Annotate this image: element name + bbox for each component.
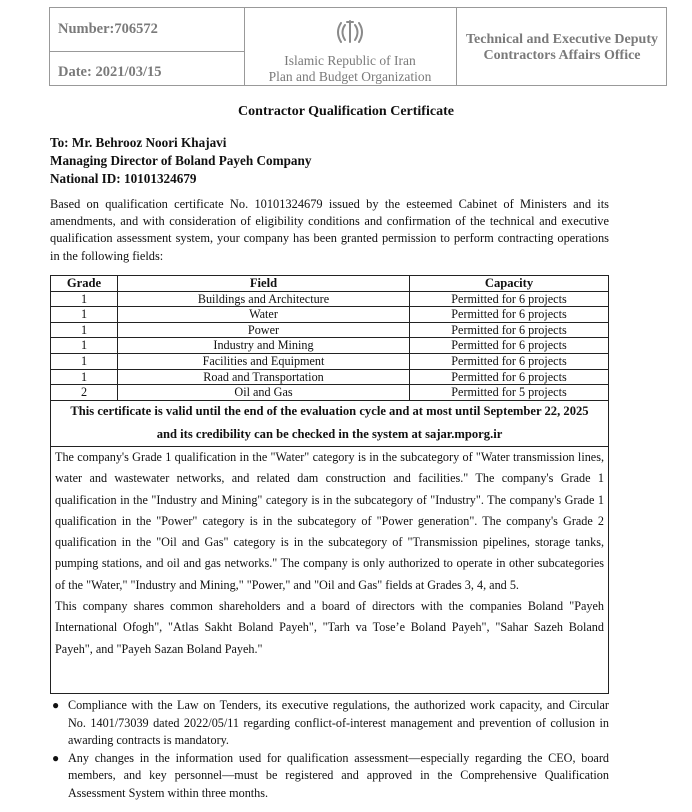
header-grade: Grade	[51, 276, 118, 292]
field-cell: Oil and Gas	[118, 385, 410, 401]
capacity-cell: Permitted for 6 projects	[410, 369, 609, 385]
letterhead-office-cell	[456, 8, 668, 85]
list-item	[52, 750, 609, 803]
table-row	[51, 322, 609, 338]
validity-line-2: and its credibility can be checked in the system at sajar.mporg.ir	[156, 427, 503, 441]
condition-text: Compliance with the Law on Tenders, its executive regulations, the authorized work capacity, and Circular No. 1401/73039 dated 2022/05/11 regarding conflict-of-interest management and prevention of collusion in awarding contracts is mandatory.	[68, 698, 609, 748]
document-title: Contractor Qualification Certificate	[238, 104, 454, 119]
field-cell: Power	[118, 322, 410, 338]
table-row	[51, 307, 609, 323]
grade-cell: 1	[51, 322, 118, 338]
capacity-cell: Permitted for 6 projects	[410, 322, 609, 338]
field-cell: Buildings and Architecture	[118, 291, 410, 307]
table-row	[51, 338, 609, 354]
org-line-1: Islamic Republic of Iran	[284, 53, 416, 68]
bullet-icon: ●	[52, 698, 60, 712]
recipient-role: Managing Director of Boland Payeh Company	[50, 153, 312, 168]
header-capacity: Capacity	[410, 276, 609, 292]
table-row	[51, 353, 609, 369]
intro-paragraph: Based on qualification certificate No. 10101324679 issued by the esteemed Cabinet of Ministers and its amendments, and with consideration of eligibility conditions and confirmation of the technical and executive qualification assessment system, your company has been granted permission to perform contracting operations in the following fields:	[50, 197, 609, 263]
capacity-cell: Permitted for 6 projects	[410, 338, 609, 354]
notes-paragraph-1: The company's Grade 1 qualification in the "Water" category is in the subcategory of "Water transmission lines, water and wastewater networks, and related dam construction and facilities." The company's Grade 1 qualification in the "Industry and Mining" category is in the subcategory of "Industry". The company's Grade 1 qualification in the "Power" category is in the subcategory of "Power generation". The company's Grade 2 qualification in the "Oil and Gas" category is in the subcategory of "Transmission pipelines, storage tanks, pumping stations, and oil and gas networks." The company is only authorized to operate in other subcategories of the "Water," "Industry and Mining," "Power," and "Oil and Gas" fields at Grades 3, 4, and 5.	[55, 450, 604, 592]
bullet-icon: ●	[52, 750, 60, 765]
letter-number: Number:706572	[58, 21, 158, 37]
letterhead-divider	[50, 51, 244, 52]
letterhead-org-cell	[244, 8, 457, 85]
org-line-2: Plan and Budget Organization	[268, 69, 432, 84]
qualification-table	[50, 275, 609, 401]
validity-notice	[50, 400, 609, 447]
grade-cell: 1	[51, 291, 118, 307]
validity-line-1: This certificate is valid until the end of the evaluation cycle and at most until September 22, 2025	[70, 404, 589, 418]
capacity-cell: Permitted for 5 projects	[410, 385, 609, 401]
letterhead-left-cell	[50, 8, 245, 85]
header-field: Field	[118, 276, 410, 292]
office-line-1: Technical and Executive Deputy	[466, 32, 658, 47]
organization-name	[244, 53, 456, 85]
capacity-cell: Permitted for 6 projects	[410, 307, 609, 323]
office-name	[456, 32, 668, 64]
field-cell: Road and Transportation	[118, 369, 410, 385]
letter-date: Date: 2021/03/15	[58, 64, 162, 80]
list-item	[52, 697, 609, 750]
table-row	[51, 385, 609, 401]
condition-text: Any changes in the information used for qualification assessment—especially regarding the CEO, board members, and key personnel—must be registered and approved in the Comprehensive Qualification Assessment System within three months.	[68, 750, 609, 800]
office-line-2: Contractors Affairs Office	[483, 48, 641, 63]
table-row	[51, 369, 609, 385]
grade-cell: 2	[51, 385, 118, 401]
grade-cell: 1	[51, 338, 118, 354]
notes-paragraph-2: This company shares common shareholders and a board of directors with the companies Boland "Payeh International Ofogh", "Atlas Sakht Boland Payeh", "Tarh va Tose’e Boland Payeh", "Sahar Sazeh Boland Payeh", and "Payeh Sazan Boland Payeh."	[55, 599, 604, 656]
capacity-cell: Permitted for 6 projects	[410, 353, 609, 369]
grade-cell: 1	[51, 307, 118, 323]
table-header-row	[51, 276, 609, 292]
letterhead	[49, 7, 667, 86]
iran-emblem-icon	[334, 18, 366, 46]
subcategory-notes	[50, 447, 609, 694]
recipient-block	[50, 134, 311, 188]
field-cell: Facilities and Equipment	[118, 353, 410, 369]
field-cell: Water	[118, 307, 410, 323]
grade-cell: 1	[51, 353, 118, 369]
grade-cell: 1	[51, 369, 118, 385]
conditions-list	[50, 697, 609, 803]
recipient-national-id: National ID: 10101324679	[50, 171, 197, 186]
capacity-cell: Permitted for 6 projects	[410, 291, 609, 307]
field-cell: Industry and Mining	[118, 338, 410, 354]
recipient-name: To: Mr. Behrooz Noori Khajavi	[50, 135, 227, 150]
table-row	[51, 291, 609, 307]
